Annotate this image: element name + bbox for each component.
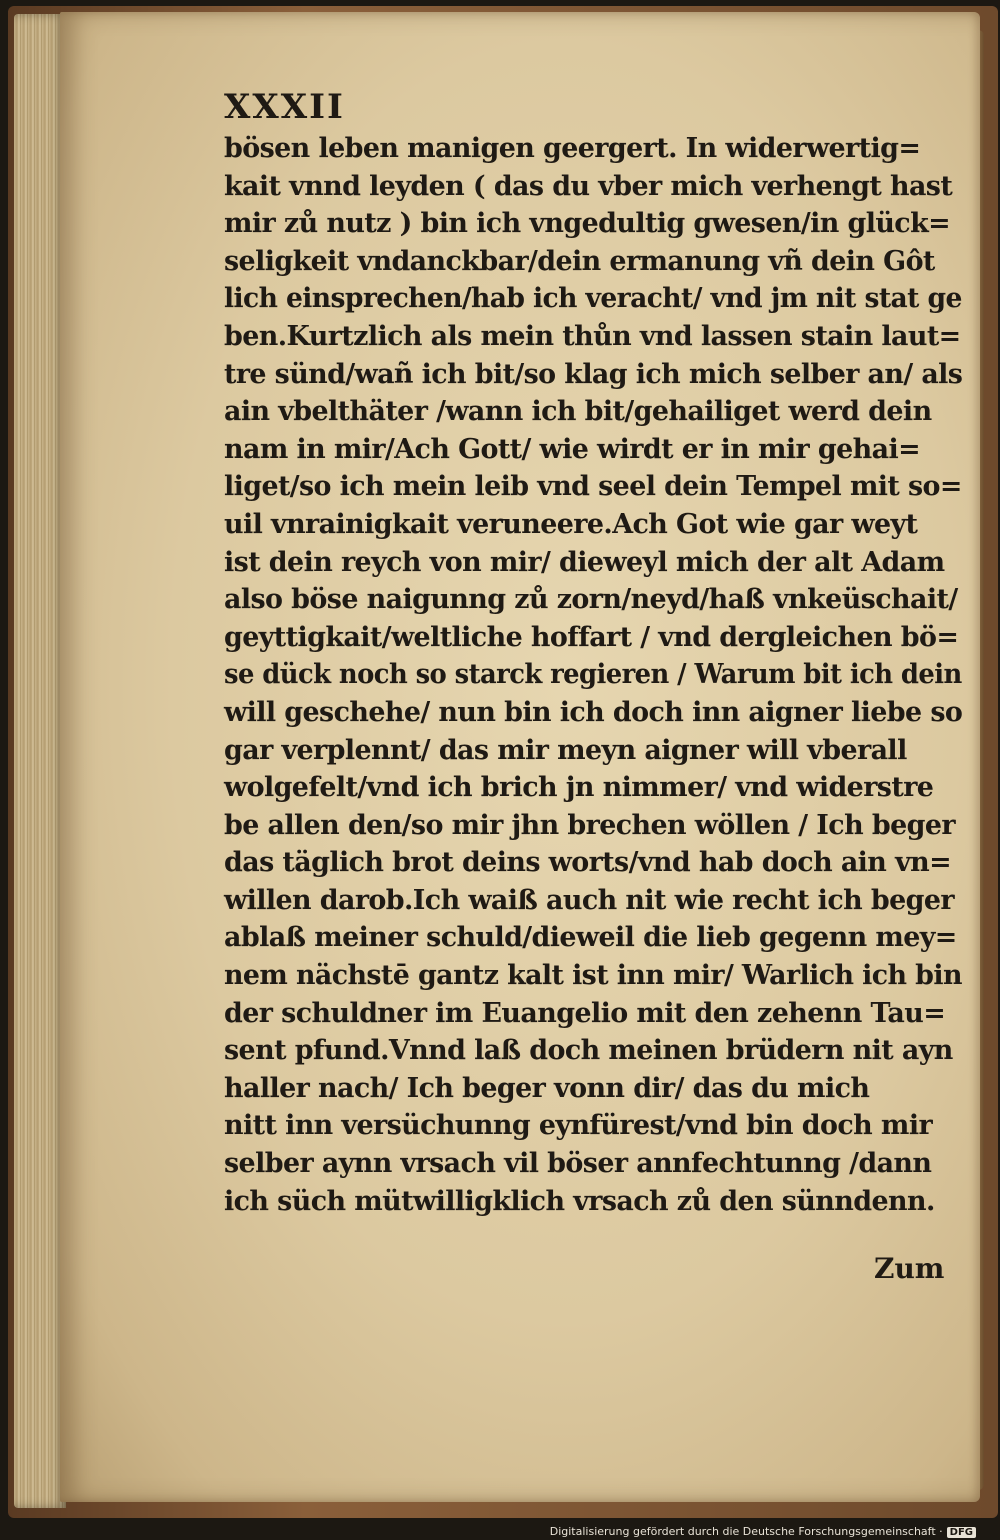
- text-line: will geschehe/ nun bin ich doch inn aigner liebe so: [224, 696, 963, 728]
- text-line: seligkeit vndanckbar/dein ermanung vñ dein Gôt: [224, 245, 935, 277]
- text-line: be allen den/so mir jhn brechen wöllen / Ich beger: [224, 809, 955, 841]
- text-line: ich süch mütwilligklich vrsach zů den sünndenn.: [224, 1185, 935, 1217]
- text-line: ain vbelthäter /wann ich bit/gehailiget werd dein: [224, 396, 932, 428]
- text-line: haller nach/ Ich beger vonn dir/ das du mich: [224, 1072, 870, 1104]
- text-line: willen darob.Ich waiß auch nit wie recht ich beger: [224, 884, 954, 916]
- dfg-logo: DFG: [947, 1527, 976, 1538]
- text-line: ablaß meiner schuld/dieweil die lieb gegenn mey=: [224, 922, 957, 954]
- footer-credit: [550, 1525, 976, 1538]
- text-line: selber aynn vrsach vil böser annfechtunng /dann: [224, 1148, 932, 1180]
- text-line: lich einsprechen/hab ich veracht/ vnd jm nit stat ge: [224, 283, 962, 315]
- text-line: das täglich brot deins worts/vnd hab doch ain vn=: [224, 847, 952, 879]
- text-line: ben.Kurtzlich als mein thůn vnd lassen stain laut=: [224, 320, 961, 352]
- text-line: sent pfund.Vnnd laß doch meinen brüdern nit ayn: [224, 1035, 953, 1067]
- text-line: nitt inn versüchunng eynfürest/vnd bin doch mir: [224, 1110, 933, 1142]
- text-line: der schuldner im Euangelio mit den zehenn Tau=: [224, 997, 946, 1029]
- text-line: ist dein reych von mir/ dieweyl mich der alt Adam: [224, 546, 945, 578]
- text-line: kait vnnd leyden ( das du vber mich verhengt hast: [224, 170, 953, 202]
- credit-text: Digitalisierung gefördert durch die Deutsche Forschungsgemeinschaft ·: [549, 1525, 943, 1538]
- text-line: uil vnrainigkait veruneere.Ach Got wie gar weyt: [224, 508, 918, 540]
- text-line: se dück noch so starck regieren / Warum bit ich dein: [224, 659, 962, 691]
- text-line: liget/so ich mein leib vnd seel dein Tempel mit so=: [224, 471, 962, 503]
- text-line: nam in mir/Ach Gott/ wie wirdt er in mir gehai=: [224, 433, 921, 465]
- catchword: Zum: [874, 1252, 945, 1285]
- text-line: tre sünd/wañ ich bit/so klag ich mich selber an/ als: [224, 358, 963, 390]
- text-line: nem nächstē gantz kalt ist inn mir/ Warlich ich bin: [224, 960, 962, 992]
- text-line: bösen leben manigen geergert. In widerwertig=: [224, 133, 921, 164]
- text-line: gar verplennt/ das mir meyn aigner will vberall: [224, 734, 907, 766]
- text-line: wolgefelt/vnd ich brich jn nimmer/ vnd widerstre: [224, 772, 934, 804]
- text-line: geyttigkait/weltliche hoffart / vnd dergleichen bö=: [224, 621, 959, 653]
- text-block: [224, 84, 964, 1220]
- folio-number: XXXII: [224, 87, 345, 127]
- page-stack-edges: [14, 14, 66, 1508]
- text-line: mir zů nutz ) bin ich vngedultig gwesen/in glück=: [224, 208, 951, 240]
- text-line: also böse naigunng zů zorn/neyd/haß vnkeüschait/: [224, 584, 958, 616]
- text-lines: [224, 130, 964, 1220]
